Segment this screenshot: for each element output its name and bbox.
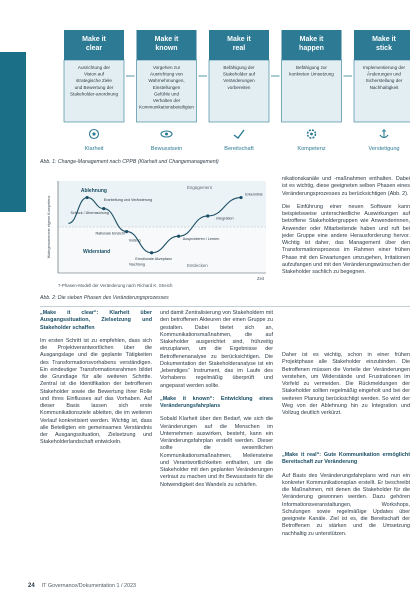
step-title: real: [232, 45, 246, 52]
target-icon: [90, 130, 99, 139]
text-column-b: [160, 310, 273, 495]
phase-label-schock: Schock / Überraschung: [70, 211, 109, 216]
paragraph: Die Einführung einer neuen Software kann beispielsweise unterschiedliche Auswirkungen auf betroffene Stakeholdergruppen wie Anwenderinnen, Anwender oder Mitarbeitende haben und ruft bei jeder Gruppe eine andere Herausforderung hervor. Wichtig ist daher, das Management über den Transformationsprozess im Rahmen einer frühen Phase mit den Erwartungen umzugehen, Irritationen aufzufangen und mit den Veränderungswünschen der Stakeholder sachlich zu begegnen.: [282, 203, 410, 275]
step-text: Implementierung der: [362, 65, 406, 70]
step-title: known: [155, 45, 178, 52]
step-title: happen: [299, 45, 324, 52]
band-label-entdecken: Entdecken: [186, 263, 208, 268]
section-heading: „Make it real“: Gute Kommunikation ermöglicht Bereitschaft zur Veränderung: [282, 452, 410, 466]
step-text: strategische Ziele: [75, 78, 113, 84]
step-title: Make it: [299, 36, 324, 43]
x-axis-label: Zeit: [257, 276, 264, 281]
section-heading: „Make it clear“: Klarheit über Ausgangssituation, Zielsetzung und Stakeholder schaffen: [40, 310, 152, 331]
step-text: Stakeholder-anordnung: [69, 91, 119, 97]
figure-1-steps-diagram: [40, 26, 410, 166]
phase-label-erarbeitung: Erarbeitung und Veränderung: [103, 198, 153, 203]
phase-point: [86, 196, 89, 199]
phase-label-vollzug: Vollzug: [128, 238, 141, 243]
phase-point: [206, 214, 209, 217]
step-5: [354, 30, 410, 152]
phase-point: [177, 235, 180, 238]
phase-point: [239, 196, 242, 199]
step-title: clear: [85, 45, 103, 52]
sidebar-title: CHANGEMANAGEMENT: [8, 256, 23, 415]
phase-label-nachtung: Nachtung: [129, 262, 145, 267]
eye-icon: [161, 131, 172, 137]
text-column-a: [40, 310, 152, 453]
band-label-engagement: Engagement: [186, 185, 212, 190]
paragraph: und damit Zentralisierung von Stakeholdern mit den betroffenen Akteuren der einen Gruppe zu gestalten. Dabei bietet sich an, Kommunikationsmaßnahmen, die auf Stakeholder ausgerichtet sind, frühzeitig einzuplanen, um die Ergebnisse der Betroffenenanalyse zu berücksichtigen. Die Dokumentation der Stakeholderanalyse ist ein „lebendiges“ Instrument, das im Laufe des Vorhabens regelmäßig überprüft und angepasst werden sollte.: [160, 310, 273, 389]
section-heading: „Make it known“: Entwicklung eines Veränderungsfahrplans: [160, 395, 273, 409]
step-text: Ausrichtung der: [77, 65, 111, 70]
step-text: Befähigung der: [223, 65, 255, 70]
step-title: Make it: [372, 36, 396, 43]
step-text: Vorgehen zur: [152, 65, 181, 70]
anchor-icon: [380, 129, 388, 138]
step-label: Kompetenz: [297, 146, 326, 152]
text-column-c-top: [282, 352, 410, 423]
figure-2-phase-curve: [40, 175, 275, 293]
figure-1-caption: Abb. 1: Change-Management nach CPPB (Klarheit und Changemanagement): [40, 159, 219, 165]
step-text: Befähigung zur: [296, 65, 327, 70]
step-2: [137, 30, 208, 152]
step-text: Stakeholder auf: [222, 71, 256, 77]
paragraph: Sobald Klarheit über den Bedarf, wie sich die Veränderungen auf die Menschen im Unternehmen auswirken, besteht, kann ein Veränderungsfahrplan erstellt werden. Dieser sollte die wesentlichen Kommunikationsmaßnahmen, Meilensteine und Verantwortlichkeiten enthalten, um die Stakeholder mit den geplanten Veränderungen vertraut zu machen und ihr Bewusstsein für die Notwendigkeit des Wandels zu schärfen.: [160, 416, 273, 488]
phase-label-widerstand: Widerstand: [82, 248, 111, 255]
step-text: Änderungen und: [367, 71, 401, 77]
step-label: Verstetigung: [368, 146, 400, 152]
step-text: vorbereiten: [227, 84, 251, 90]
page-footer: [28, 583, 408, 593]
phase-label-ausprobieren: Ausprobieren / Lernen: [182, 236, 220, 241]
step-text: Nachhaltigkeit: [369, 84, 399, 90]
step-text: und Bewertung der: [74, 84, 114, 90]
step-text: Gefühle und: [153, 91, 180, 97]
paragraph: Auf Basis des Veränderungsfahrplans wird nun ein konkreter Kommunikationsplan erstellt. Er beschreibt die Maßnahmen, mit denen die Stakeholder für die Veränderung gewonnen werden. Dazu gehören Informationsveranstaltungen, Workshops, Schulungen sowie regelmäßige Updates über geeignete Kanäle. Ziel ist es, die Bereitschaft der Betroffenen zu stärken und die Umsetzung nachhaltig zu unterstützen.: [282, 472, 410, 537]
phase-point: [102, 207, 105, 210]
phase-point: [125, 230, 128, 233]
step-1: [64, 30, 135, 152]
step-text: Ausrichtung von: [150, 71, 183, 77]
step-text: Verhalten der: [152, 98, 181, 103]
phase-label-verneinung: Rationale Einsicht: [95, 231, 125, 236]
paragraph: Daher ist es wichtig, schon in einer frühen Projektphase alle Stakeholder einzubinden. Die Betroffenen müssen die Vorteile der Veränderungen verstehen, um Widerstände und Frustrationen im Vorfeld zu vermeiden. Die Rückmeldungen der Stakeholder sollten regelmäßig eingeholt und bei der weiteren Planung berücksichtigt werden. So wird der Weg von der Ablehnung hin zu Integration und Vollzug deutlich verkürzt.: [282, 352, 410, 416]
y-axis-label: Wahrgenommene eigene Kompetenz: [47, 195, 51, 259]
step-4: [282, 30, 353, 152]
publication-name: IT Governance/Dokumentation 1 / 2023: [41, 583, 136, 589]
step-text: Sicherstellung der: [365, 78, 403, 84]
sidebar: [0, 0, 26, 596]
step-label: Klarheit: [84, 146, 104, 152]
step-label: Bereitschaft: [224, 146, 254, 152]
step-label: Bewusstsein: [150, 146, 183, 152]
phase-label-ablehnung: Ablehnung: [80, 188, 107, 195]
phase-point: [150, 251, 153, 254]
figure-2-caption: Abb. 2: Die sieben Phasen des Veränderungsprozesses: [40, 295, 169, 301]
page-number: 24: [28, 583, 35, 589]
phase-label-frustration: Emotionale Akzeptanz: [135, 257, 172, 262]
step-text: Wahrnehmungen,: [148, 78, 185, 84]
step-text: Vision auf: [83, 71, 105, 77]
paragraph: nikationskanäle und -maßnahmen enthalten. Dabei ist es wichtig, diese geeigneten selben Phasen eines Veränderungsprozesses zu berücksichtigen (Abb. 2).: [282, 176, 410, 197]
gear-icon: [308, 130, 316, 138]
step-text: Veränderungen: [223, 78, 255, 84]
sidebar-band: [0, 52, 26, 212]
phase-label-integration: Integration: [216, 216, 234, 221]
step-text: konkreten Umsetzung: [289, 71, 334, 77]
step-title: stick: [376, 45, 392, 52]
step-title: Make it: [154, 36, 179, 43]
step-title: Make it: [82, 36, 106, 43]
paragraph: Im ersten Schritt ist zu empfehlen, dass sich die Projektverantwortlichen über die Ausgangslage und die geplante Tätigkeiten des Transformationsvorhabens verständigen. Ein eindeutiger Transformationsrahmen bildet die Grundlage für alle weiteren Schritte. Zentral ist die Identifikation der betroffenen Stakeholder sowie die Bewertung ihrer Rolle und ihres Einflusses auf das Vorhaben. Auf dieser Basis lassen sich erste Kommunikationsziele ableiten, die im weiteren Verlauf konkretisiert werden. Wichtig ist, dass alle Beteiligten ein gemeinsames Verständnis der Ausgangssituation, Zielsetzung und Stakeholderlandschaft entwickeln.: [40, 337, 152, 446]
text-column-c-bottom: [282, 452, 410, 544]
step-text: Kommunikationsbeteiligten: [139, 104, 194, 110]
hand-icon: [234, 130, 244, 138]
phase-label-erkenntnis: Erkenntnis: [245, 192, 263, 197]
step-3: [209, 30, 280, 152]
text-column-right-top: [282, 176, 410, 282]
step-text: Einstellungen: [152, 84, 181, 90]
step-title: Make it: [227, 36, 251, 43]
section-divider: [40, 306, 410, 307]
figure-2-source: 7-Phasen-Modell der Veränderung nach Richard K. Streich: [58, 283, 173, 288]
